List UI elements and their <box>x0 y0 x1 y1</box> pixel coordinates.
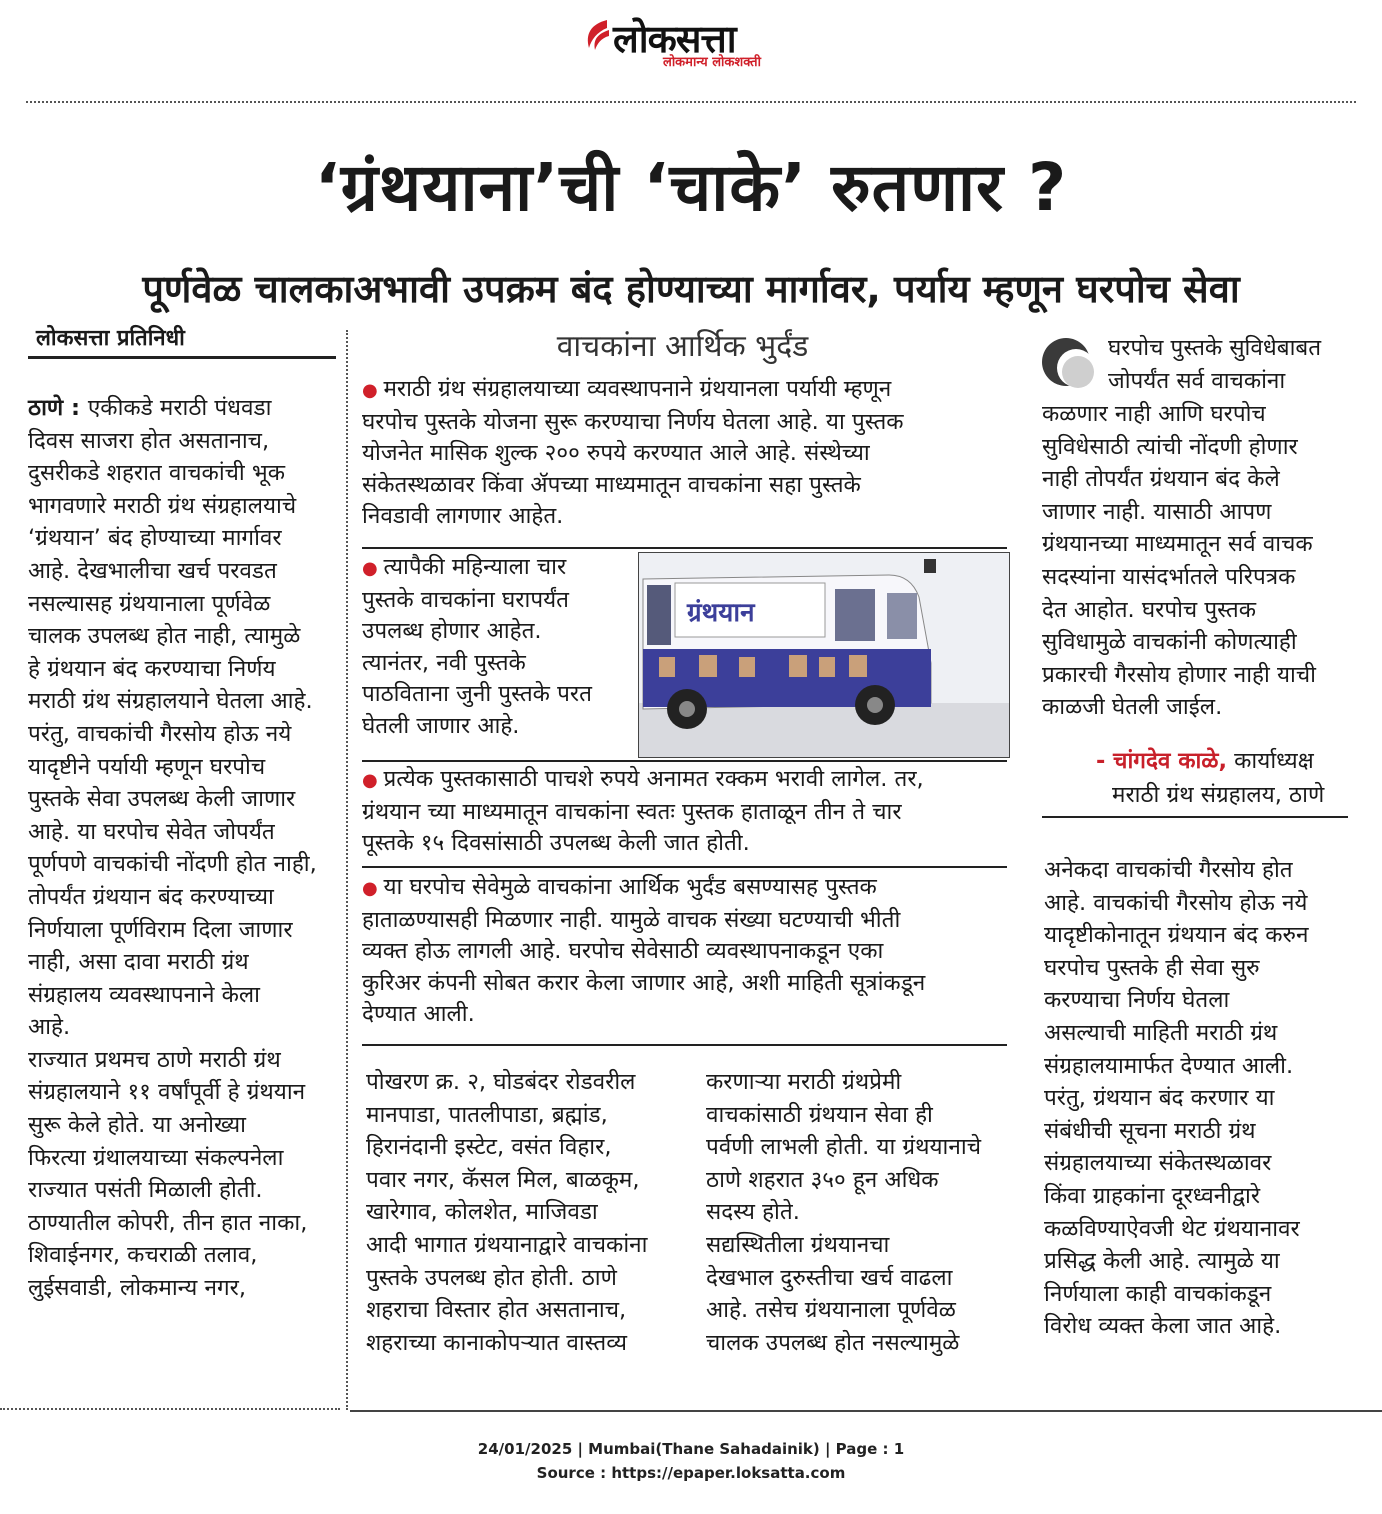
col3-lines-line: सदस्य होते. <box>706 1199 800 1226</box>
quote-line: सुविधामुळे वाचकांनी कोणत्याही <box>1042 629 1297 656</box>
box-paragraph-3-text <box>362 764 1007 860</box>
col1-lines-line: चालक उपलब्ध होत नाही, त्यामुळे <box>28 623 301 650</box>
box-para2-line: घेतली जाणार आहे. <box>362 712 520 739</box>
column-4-text <box>1044 854 1347 1343</box>
box-paragraph-2-text <box>362 552 632 742</box>
col2-lines-line: शहराच्या कानाकोपऱ्यात वास्तव्य <box>366 1329 627 1356</box>
column-2 <box>366 1066 668 1359</box>
box-para2-line: पुस्तके वाचकांना घरापर्यंत <box>362 586 569 613</box>
col4-lines-line: असल्याची माहिती मराठी ग्रंथ <box>1044 1019 1278 1046</box>
col4-lines-line: यादृष्टीकोनातून ग्रंथयान बंद करुन <box>1044 922 1309 949</box>
box-para1-line: घरपोच पुस्तके योजना सुरू करण्याचा निर्णय घेतला आहे. या पुस्तक <box>362 408 904 435</box>
quote-text-lines <box>1042 398 1352 724</box>
col1-lines-line: आहे. या घरपोच सेवेत जोपर्यंत <box>28 818 275 845</box>
box-heading: वाचकांना आर्थिक भुर्दंड <box>556 329 809 364</box>
quote-line: सुविधेसाठी त्यांची नोंदणी होणार <box>1042 433 1298 460</box>
bullet-icon: ● <box>362 380 384 401</box>
col1-lines-line: पुस्तके सेवा उपलब्ध केली जाणार <box>28 786 296 813</box>
col4-lines-line: संग्रहालयाच्या संकेतस्थळावर <box>1044 1150 1272 1177</box>
granthayan-bus-photo <box>638 552 1010 758</box>
col2-lines-line: शहराचा विस्तार होत असतानाच, <box>366 1297 627 1324</box>
col2-lines-line: हिरानंदानी इस्टेट, वसंत विहार, <box>366 1134 612 1161</box>
column-3-text <box>706 1066 1008 1359</box>
bullet-icon: ● <box>362 878 384 899</box>
quote-line: घरपोच पुस्तके सुविधेबाबत <box>1108 335 1322 361</box>
col4-lines-line: कळविण्याऐवजी थेट ग्रंथयानावर <box>1044 1215 1300 1242</box>
col1-lines-line: यादृष्टीने पर्यायी म्हणून घरपोच <box>28 753 266 780</box>
col1-lines-line: दुसरीकडे शहरात वाचकांची भूक <box>28 460 286 487</box>
box-para1-line <box>362 374 1007 407</box>
col2-lines-line: मानपाडा, पातलीपाडा, ब्रह्मांड, <box>366 1101 608 1128</box>
masthead-tagline: लोकमान्य लोकशक्ती <box>663 55 761 70</box>
loksatta-logo-icon <box>581 18 611 52</box>
quote-line: जोपर्यंत सर्व वाचकांना <box>1108 367 1286 394</box>
quote-author <box>1096 744 1314 775</box>
box-rule-3 <box>362 866 1007 868</box>
box-para2-line: पाठविताना जुनी पुस्तके परत <box>362 681 592 707</box>
masthead-logo-text: लोकसत्ता <box>613 17 736 61</box>
box-rule-2 <box>362 760 1007 762</box>
col1-lines-line: संग्रहालय व्यवस्थापनाने केला <box>28 981 260 1008</box>
col1-lines-line: पूर्णपणे वाचकांची नोंदणी होत नाही, <box>28 851 317 878</box>
column-4 <box>1044 854 1347 1343</box>
bottom-dotted-rule-left <box>0 1408 340 1410</box>
quote-author-role: कार्याध्यक्ष <box>1234 748 1314 774</box>
box-para1-line: योजनेत मासिक शुल्क २०० रुपये करण्यात आले आहे. संस्थेच्या <box>362 440 870 466</box>
quote-line: जाणार नाही. यासाठी आपण <box>1042 498 1272 525</box>
column-separator <box>346 330 348 1410</box>
col3-lines-line: वाचकांसाठी ग्रंथयान सेवा ही <box>706 1101 933 1128</box>
box-paragraph-3 <box>362 764 1007 860</box>
col1-lines-line: दिवस साजरा होत असतानाच, <box>28 427 270 454</box>
col1-lines-line: ‘ग्रंथयान’ बंद होण्याच्या मार्गावर <box>28 525 282 552</box>
quote-line: कळणार नाही आणि घरपोच <box>1042 401 1266 427</box>
byline: लोकसत्ता प्रतिनिधी <box>36 326 185 351</box>
col2-lines-line: खारेगाव, कोलशेत, माजिवडा <box>366 1199 598 1226</box>
quote-rule-bottom <box>1042 816 1348 818</box>
quote-line: देत आहोत. घरपोच पुस्तक <box>1042 596 1257 623</box>
box-para4-line: देण्यात आली. <box>362 1001 475 1027</box>
bullet-icon: ● <box>362 770 384 791</box>
column-1-text <box>28 392 331 1305</box>
col1-lines-line: नसल्यासह ग्रंथयानाला पूर्णवेळ <box>28 590 271 617</box>
col1-lines-line: निर्णयाला पूर्णविराम दिला जाणार <box>28 916 293 943</box>
footer-date-line: 24/01/2025 | Mumbai(Thane Sahadainik) | Page : 1 <box>477 1440 905 1458</box>
quote-line: सदस्यांना यासंदर्भातले परिपत्रक <box>1042 563 1296 590</box>
col3-lines-line: सद्यस्थितीला ग्रंथयानचा <box>706 1231 890 1258</box>
box-paragraph-2 <box>362 552 632 742</box>
bullet-text: या घरपोच सेवेमुळे वाचकांना आर्थिक भुर्दंड बसण्यासह पुस्तक <box>383 874 877 900</box>
column-3 <box>706 1066 1008 1359</box>
subheadline: पूर्णवेळ चालकाअभावी उपक्रम बंद होण्याच्या मार्गावर, पर्याय म्हणून घरपोच सेवा <box>142 267 1240 311</box>
col1-lines-line: आहे. देखभालीचा खर्च परवडत <box>28 557 277 584</box>
box-paragraph-4-text <box>362 872 1007 1031</box>
col4-lines-line: किंवा ग्राहकांना दूरध्वनीद्वारे <box>1044 1182 1261 1209</box>
quote-text-top <box>1108 332 1348 397</box>
col1-lines-line: राज्यात पसंती मिळाली होती. <box>28 1177 263 1204</box>
col1-lines-line: हे ग्रंथयान बंद करण्याचा निर्णय <box>28 655 276 682</box>
bullet-text: मराठी ग्रंथ संग्रहालयाच्या व्यवस्थापनाने ग्रंथयानला पर्यायी म्हणून <box>383 376 892 402</box>
col1-lines-line: सुरू केले होते. या अनोख्या <box>28 1112 247 1139</box>
col3-lines-line: करणाऱ्या मराठी ग्रंथप्रेमी <box>706 1069 902 1095</box>
col3-lines-line: आहे. तसेच ग्रंथयानाला पूर्णवेळ <box>706 1297 956 1324</box>
box-para4-line: कुरिअर कंपनी सोबत करार केला जाणार आहे, अशी माहिती सूत्रांकडून <box>362 969 926 996</box>
col1-lines-line: आहे. <box>28 1014 71 1041</box>
col2-lines-line: पुस्तके उपलब्ध होत होती. ठाणे <box>366 1264 617 1291</box>
box-para4-line: व्यक्त होऊ लागली आहे. घरपोच सेवेसाठी व्यवस्थापनाकडून एका <box>362 938 884 964</box>
col3-lines-line: पर्वणी लाभली होती. या ग्रंथयानाचे <box>706 1134 981 1161</box>
col3-lines-line: देखभाल दुरुस्तीचा खर्च वाढला <box>706 1264 953 1291</box>
box-para1-line: संकेतस्थळावर किंवा ॲपच्या माध्यमातून वाचकांना सहा पुस्तके <box>362 471 861 498</box>
col1-lines-line: संग्रहालयाने ११ वर्षांपूर्वी हे ग्रंथयान <box>28 1079 306 1106</box>
quote-line: काळजी घेतली जाईल. <box>1042 694 1223 721</box>
bus-image <box>639 553 1009 757</box>
col1-lines-line: मराठी ग्रंथ संग्रहालयाने घेतला आहे. <box>28 688 313 715</box>
box-rule-4 <box>362 1044 1007 1046</box>
box-para4-line: हाताळण्यासही मिळणार नाही. यामुळे वाचक संख्या घटण्याची भीती <box>362 906 901 933</box>
quote-author-org: मराठी ग्रंथ संग्रहालय, ठाणे <box>1112 782 1325 808</box>
headline: ‘ग्रंथयाना’ची ‘चाके’ रुतणार ? <box>314 149 1068 226</box>
col1-lines-line: राज्यात प्रथमच ठाणे मराठी ग्रंथ <box>28 1046 281 1073</box>
box-para1-line: निवडावी लागणार आहेत. <box>362 503 564 529</box>
box-rule-1 <box>362 547 1007 549</box>
box-para3-line <box>362 764 1007 797</box>
quote-line: ग्रंथयानच्या माध्यमातून सर्व वाचक <box>1042 531 1313 558</box>
col1-lines-line: लुईसवाडी, लोकमान्य नगर, <box>28 1275 247 1302</box>
col4-lines-line: आहे. वाचकांची गैरसोय होऊ नये <box>1044 889 1308 916</box>
box-para2-line: उपलब्ध होणार आहेत. <box>362 618 542 644</box>
quote-text <box>1042 398 1352 724</box>
col1-lines-line: फिरत्या ग्रंथालयाच्या संकल्पनेला <box>28 1144 284 1171</box>
col2-lines-line: पवार नगर, कॅसल मिल, बाळकूम, <box>366 1166 640 1193</box>
col4-lines-line: निर्णयाला काही वाचकांकडून <box>1044 1280 1272 1307</box>
col1-lines-line: भागवणारे मराठी ग्रंथ संग्रहालयाचे <box>28 492 297 519</box>
box-para3-line: पूस्तके १५ दिवसांसाठी उपलब्ध केली जात होती. <box>362 830 750 856</box>
box-para2-line <box>362 552 632 585</box>
bottom-rule <box>350 1410 1382 1412</box>
top-dotted-rule <box>26 101 1356 103</box>
byline-underline <box>28 356 336 359</box>
bullet-text: त्यापैकी महिन्याला चार <box>383 554 567 580</box>
box-paragraph-4 <box>362 872 1007 1031</box>
col4-lines-line: संबंधीची सूचना मराठी ग्रंथ <box>1044 1117 1256 1144</box>
dateline: ठाणे : <box>28 395 88 421</box>
col4-lines-line: प्रसिद्ध केली आहे. त्यामुळे या <box>1044 1248 1280 1275</box>
col3-lines-line: चालक उपलब्ध होत नसल्यामुळे <box>706 1329 960 1356</box>
masthead <box>575 12 815 72</box>
col1-lines-line: नाही, असा दावा मराठी ग्रंथ <box>28 949 249 976</box>
col4-lines-line: करण्याचा निर्णय घेतला <box>1044 987 1230 1014</box>
quote-line: नाही तोपर्यंत ग्रंथयान बंद केले <box>1042 466 1280 493</box>
box-para3-line: ग्रंथयान च्या माध्यमातून वाचकांना स्वतः पुस्तक हाताळून तीन ते चार <box>362 798 902 825</box>
col2-lines-line: आदी भागात ग्रंथयानाद्वारे वाचकांना <box>366 1231 648 1258</box>
col4-lines-line: विरोध व्यक्त केला जात आहे. <box>1044 1313 1282 1340</box>
col3-lines-line: ठाणे शहरात ३५० हून अधिक <box>706 1166 939 1193</box>
footer-source-line: Source : https://epaper.loksatta.com <box>536 1464 846 1482</box>
col2-lines-line: पोखरण क्र. २, घोडबंदर रोडवरील <box>366 1069 636 1095</box>
column-2-text <box>366 1066 668 1359</box>
box-paragraph-1-text <box>362 374 1007 533</box>
quote-text-top-lines <box>1108 332 1348 397</box>
quote-author-name: - चांगदेव काळे, <box>1096 748 1227 774</box>
col1-lines-line: ठाण्यातील कोपरी, तीन हात नाका, <box>28 1209 308 1236</box>
bullet-text: प्रत्येक पुस्तकासाठी पाचशे रुपये अनामत रक्कम भरावी लागेल. तर, <box>383 766 924 792</box>
column-1 <box>28 392 331 1305</box>
box-paragraph-1 <box>362 374 1007 533</box>
col1-lines-line: शिवाईनगर, कचराळी तलाव, <box>28 1242 258 1269</box>
quote-icon <box>1040 334 1098 392</box>
col4-lines-line: संग्रहालयामार्फत देण्यात आली. <box>1044 1052 1294 1079</box>
quote-line: प्रकारची गैरसोय होणार नाही याची <box>1042 661 1316 688</box>
bus-sign-text: ग्रंथयान <box>687 598 755 628</box>
col1-lines-line <box>28 392 331 425</box>
lead-text: एकीकडे मराठी पंधवडा <box>87 395 272 421</box>
col4-lines-line: अनेकदा वाचकांची गैरसोय होत <box>1044 857 1293 883</box>
box-para2-line: त्यानंतर, नवी पुस्तके <box>362 649 526 676</box>
col1-lines-line: परंतु, वाचकांची गैरसोय होऊ नये <box>28 720 292 747</box>
col4-lines-line: घरपोच पुस्तके ही सेवा सुरु <box>1044 954 1260 981</box>
box-para4-line <box>362 872 1007 905</box>
col1-lines-line: तोपर्यंत ग्रंथयान बंद करण्याच्या <box>28 883 274 910</box>
bullet-icon: ● <box>362 558 384 579</box>
col4-lines-line: परंतु, ग्रंथयान बंद करणार या <box>1044 1085 1275 1112</box>
